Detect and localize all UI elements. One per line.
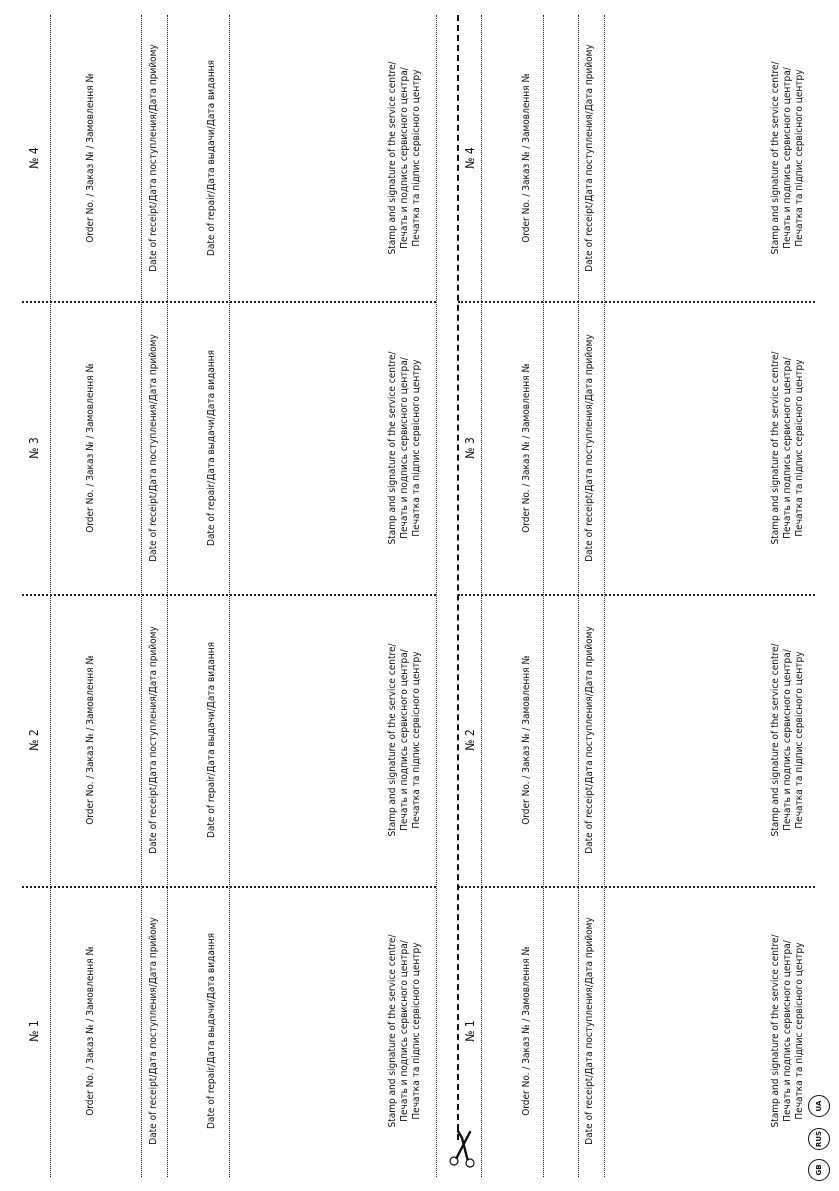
column-line <box>167 15 168 1177</box>
stamp-signature-label <box>770 934 806 1127</box>
coupon-separator <box>458 301 815 303</box>
receipt-date-label: Date of receipt/Дата поступления/Дата прийому <box>148 917 159 1145</box>
stamp-line-ua: Печатка та підпис сервісного центру <box>411 69 422 247</box>
stamp-line-ua: Печатка та підпис сервісного центру <box>794 651 805 829</box>
coupon-number: № 1 <box>463 1020 477 1042</box>
receipt-date-label: Date of receipt/Дата поступления/Дата прийому <box>148 334 159 562</box>
language-badge-rus: RUS <box>808 1128 830 1150</box>
language-badges <box>808 1095 832 1185</box>
coupon-number: № 2 <box>27 729 41 751</box>
stamp-signature-label <box>387 643 423 836</box>
stamp-signature-label <box>770 351 806 544</box>
receipt-date-label: Date of receipt/Дата поступления/Дата прийому <box>148 44 159 272</box>
stamp-line-en: Stamp and signature of the service centre/ <box>387 643 398 837</box>
coupon-number: № 2 <box>463 729 477 751</box>
order-number-label: Order No. / Заказ № / Замовлення № <box>85 363 96 533</box>
stamp-line-ru: Печать и подпись сервисного центра/ <box>399 357 410 539</box>
stamp-line-ua: Печатка та підпис сервісного центру <box>794 942 805 1120</box>
stamp-line-ru: Печать и подпись сервисного центра/ <box>782 940 793 1122</box>
column-line <box>436 15 437 1177</box>
repair-date-label: Date of repair/Дата выдачи/Дата видання <box>206 349 217 547</box>
order-number-label: Order No. / Заказ № / Замовлення № <box>85 946 96 1116</box>
stamp-line-en: Stamp and signature of the service centre/ <box>770 351 781 545</box>
receipt-date-label: Date of receipt/Дата поступления/Дата прийому <box>584 626 595 854</box>
stamp-line-en: Stamp and signature of the service centre/ <box>387 351 398 545</box>
stamp-line-en: Stamp and signature of the service centre/ <box>770 61 781 255</box>
stamp-line-ua: Печатка та підпис сервісного центру <box>411 942 422 1120</box>
coupon-number: № 3 <box>27 437 41 459</box>
stamp-line-en: Stamp and signature of the service centre/ <box>387 934 398 1128</box>
stamp-signature-label <box>770 643 806 836</box>
column-line <box>141 15 142 1177</box>
stamp-signature-label <box>387 934 423 1127</box>
language-badge-gb: GB <box>808 1159 830 1181</box>
stamp-line-ua: Печатка та підпис сервісного центру <box>411 359 422 537</box>
order-number-label: Order No. / Заказ № / Замовлення № <box>85 73 96 243</box>
receipt-date-label: Date of receipt/Дата поступления/Дата прийому <box>584 917 595 1145</box>
coupon-separator <box>458 594 815 596</box>
order-number-label: Order No. / Заказ № / Замовлення № <box>521 946 532 1116</box>
repair-date-label: Date of repair/Дата выдачи/Дата видання <box>206 932 217 1130</box>
repair-date-label: Date of repair/Дата выдачи/Дата видання <box>206 641 217 839</box>
coupon-number: № 1 <box>27 1020 41 1042</box>
stamp-signature-label <box>387 61 423 254</box>
stamp-line-ru: Печать и подпись сервисного центра/ <box>399 940 410 1122</box>
stamp-line-en: Stamp and signature of the service centre/ <box>770 643 781 837</box>
order-number-label: Order No. / Заказ № / Замовлення № <box>85 655 96 825</box>
order-number-label: Order No. / Заказ № / Замовлення № <box>521 73 532 243</box>
stamp-signature-label <box>387 351 423 544</box>
stamp-line-ru: Печать и подпись сервисного центра/ <box>782 357 793 539</box>
coupon-separator <box>458 886 815 888</box>
receipt-date-label: Date of receipt/Дата поступления/Дата прийому <box>584 334 595 562</box>
stamp-line-ua: Печатка та підпис сервісного центру <box>411 651 422 829</box>
order-number-label: Order No. / Заказ № / Замовлення № <box>521 363 532 533</box>
receipt-date-label: Date of receipt/Дата поступления/Дата прийому <box>148 626 159 854</box>
stamp-line-ru: Печать и подпись сервисного центра/ <box>782 67 793 249</box>
column-line <box>50 15 51 1177</box>
stamp-line-ru: Печать и подпись сервисного центра/ <box>399 67 410 249</box>
coupon-number: № 3 <box>463 437 477 459</box>
stamp-line-en: Stamp and signature of the service centre/ <box>770 934 781 1128</box>
column-line <box>481 15 482 1177</box>
stamp-signature-label <box>770 61 806 254</box>
coupon-number: № 4 <box>463 147 477 169</box>
stamp-line-en: Stamp and signature of the service centre/ <box>387 61 398 255</box>
column-line <box>229 15 230 1177</box>
column-line <box>604 15 605 1177</box>
stamp-line-ua: Печатка та підпис сервісного центру <box>794 359 805 537</box>
order-number-label: Order No. / Заказ № / Замовлення № <box>521 655 532 825</box>
scissors-icon <box>444 1128 480 1168</box>
coupon-number: № 4 <box>27 147 41 169</box>
column-line <box>578 15 579 1177</box>
stamp-line-ru: Печать и подпись сервисного центра/ <box>782 649 793 831</box>
receipt-date-label: Date of receipt/Дата поступления/Дата прийому <box>584 44 595 272</box>
language-badge-ua: UA <box>808 1095 830 1117</box>
stamp-line-ru: Печать и подпись сервисного центра/ <box>399 649 410 831</box>
repair-date-label: Date of repair/Дата выдачи/Дата видання <box>206 59 217 257</box>
column-line <box>543 15 544 1177</box>
cut-line <box>457 15 459 1140</box>
stamp-line-ua: Печатка та підпис сервісного центру <box>794 69 805 247</box>
